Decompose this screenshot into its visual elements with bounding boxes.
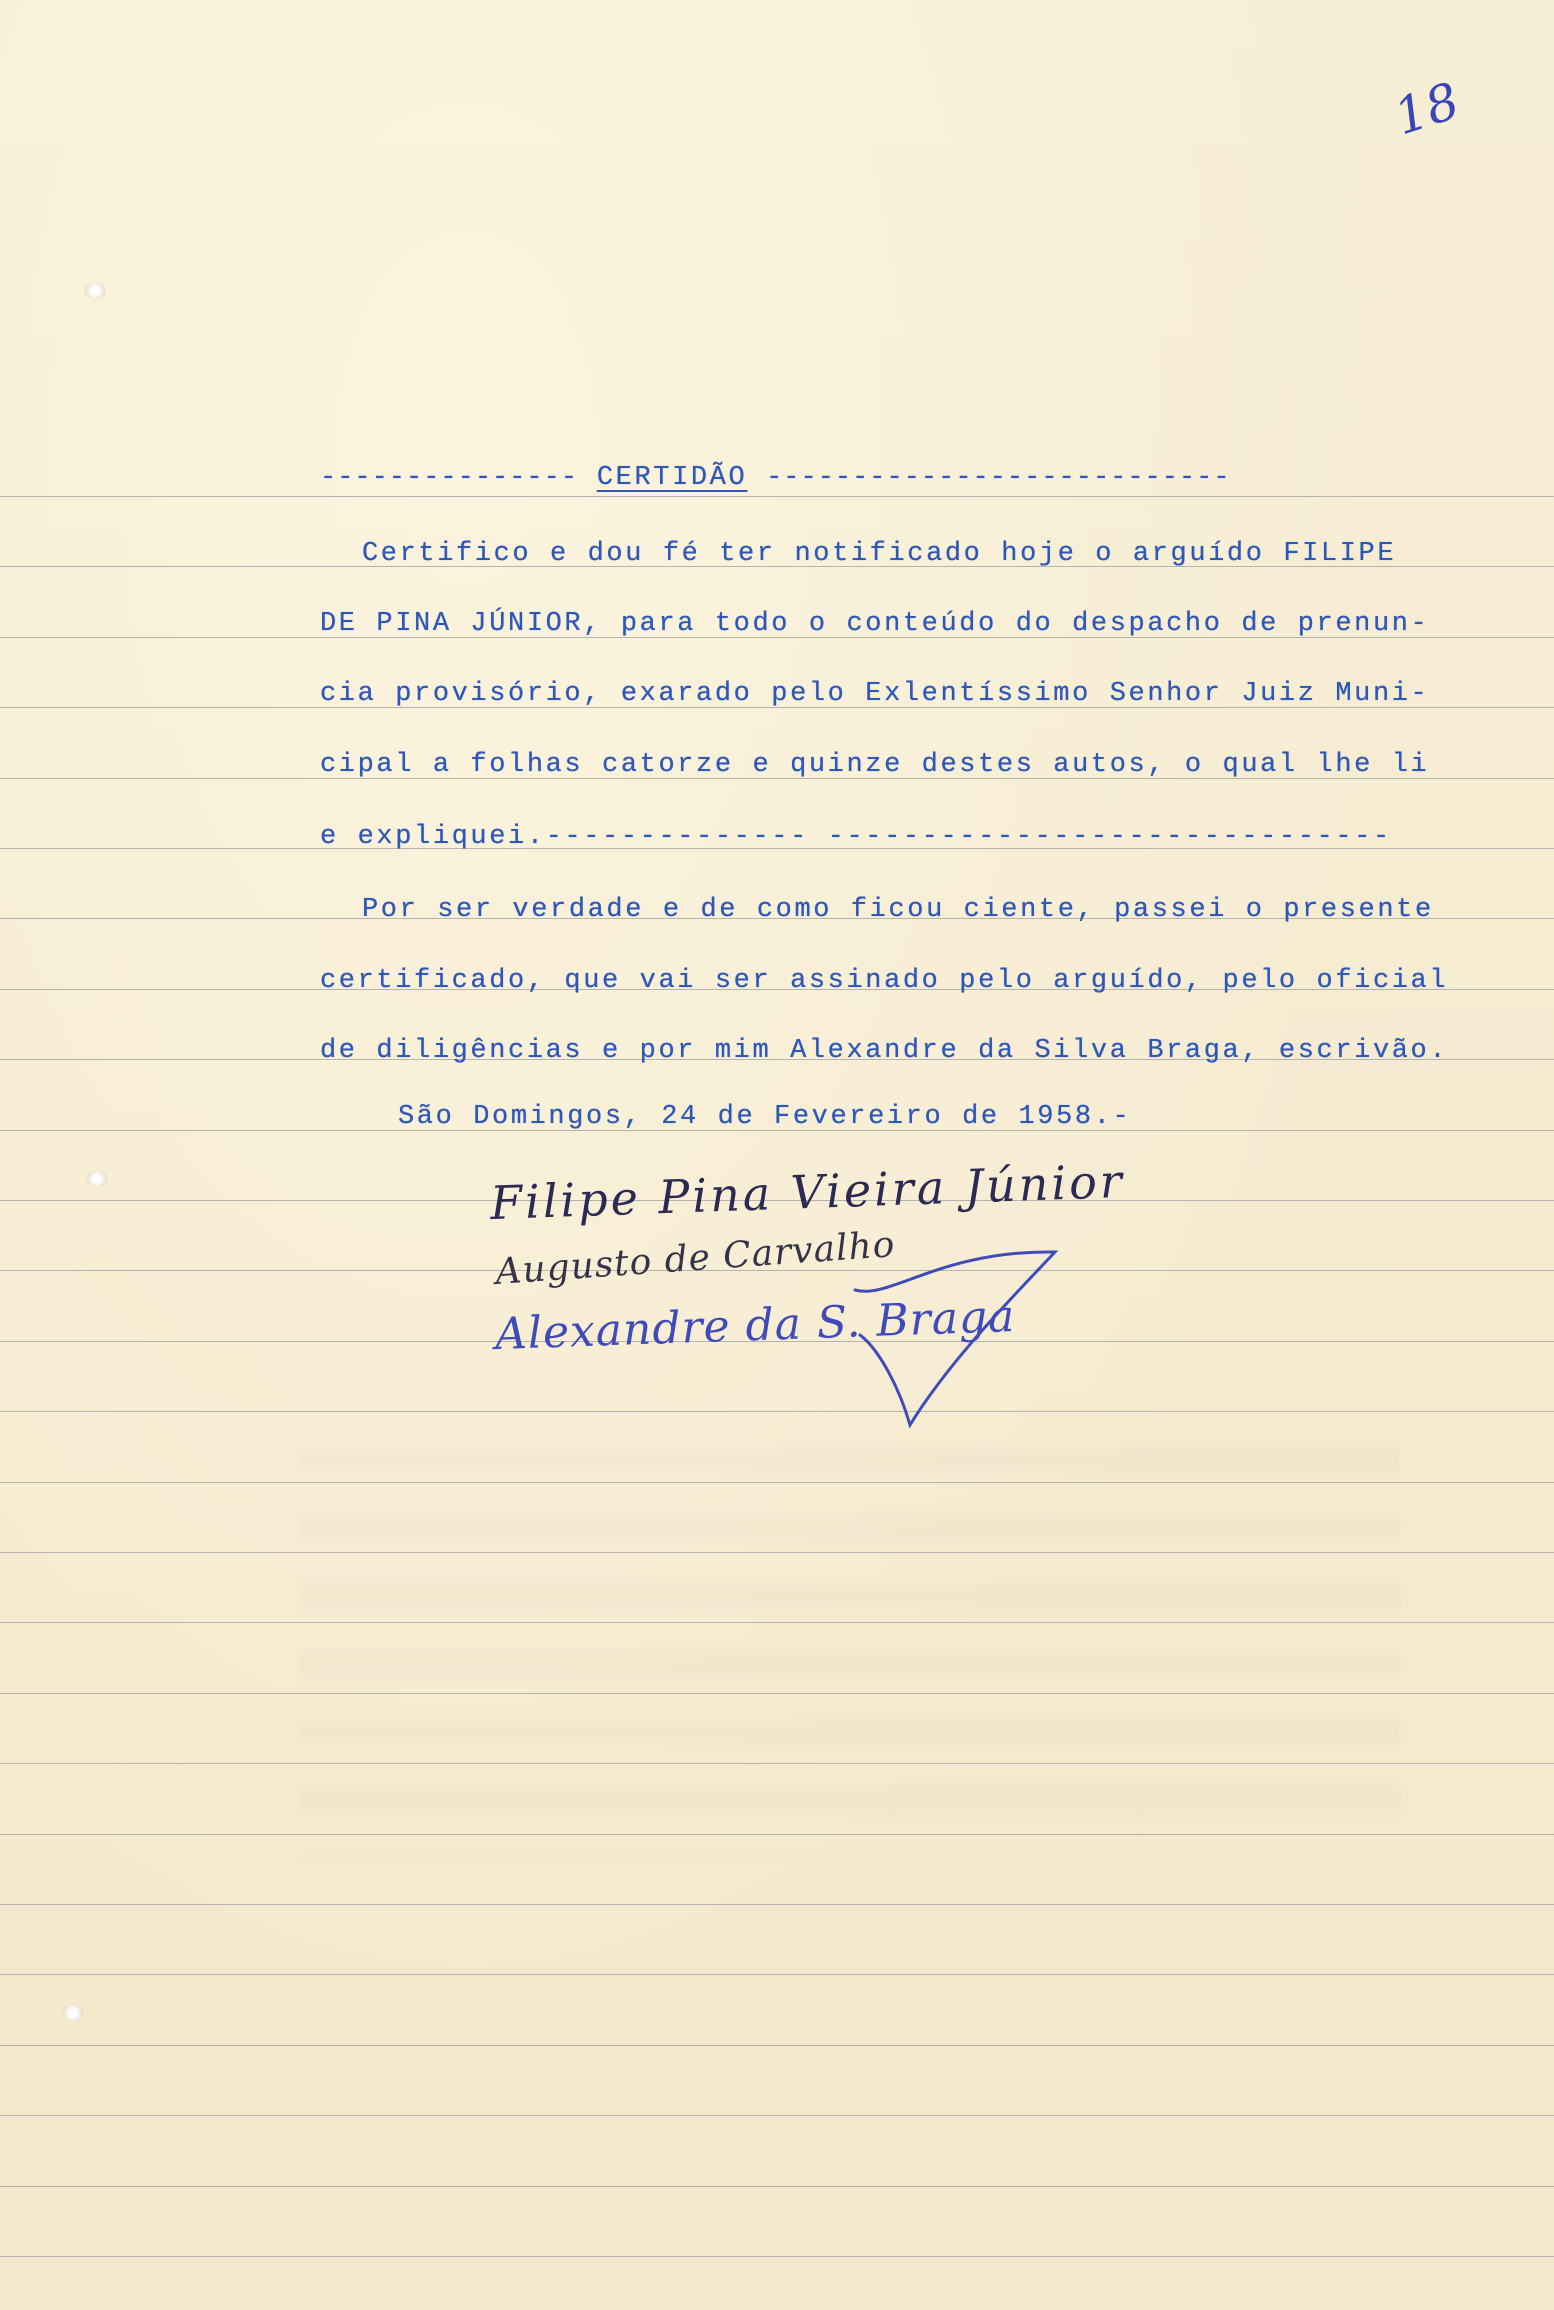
ruled-line (0, 2256, 1554, 2257)
ruled-line (0, 2186, 1554, 2187)
signature-officer: Augusto de Carvalho (494, 1224, 897, 1293)
ruled-line (0, 1904, 1554, 1905)
paragraph-2-line-1: Por ser verdade e de como ficou ciente, passei o presente (362, 895, 1434, 925)
paragraph-1-line-2: DE PINA JÚNIOR, para todo o conteúdo do despacho de prenun- (320, 609, 1430, 639)
paragraph-1-line-1: Certifico e dou fé ter notificado hoje o arguído FILIPE (362, 539, 1397, 569)
folio-number: 18 (1387, 71, 1467, 147)
ruled-line (0, 1974, 1554, 1975)
date-line: São Domingos, 24 de Fevereiro de 1958.- (398, 1102, 1132, 1132)
document-title-row (320, 463, 1231, 493)
document-title: CERTIDÃO (596, 463, 748, 493)
signature-flourish-icon (760, 1240, 1080, 1440)
punch-hole (62, 2005, 84, 2021)
bleed-through-text (300, 1440, 1400, 1860)
signature-clerk: Alexandre da S. Braga (494, 1290, 1017, 1361)
title-trailing-dashes: --------------------------- (766, 463, 1231, 493)
paragraph-1-line-3: cia provisório, exarado pelo Exlentíssimo Senhor Juiz Muni- (320, 679, 1430, 709)
punch-hole (84, 283, 106, 299)
paragraph-2-line-2: certificado, que vai ser assinado pelo arguído, pelo oficial (320, 966, 1449, 996)
signature-defendant: Filipe Pina Vieira Júnior (489, 1153, 1126, 1231)
ruled-line (0, 496, 1554, 497)
ruled-line (0, 2045, 1554, 2046)
paragraph-1-line-5: e expliquei.-------------- ------------------------------ (320, 822, 1392, 852)
ruled-line (0, 2115, 1554, 2116)
paragraph-2-line-3: de diligências e por mim Alexandre da Silva Braga, escrivão. (320, 1036, 1449, 1066)
title-leading-dashes: --------------- (320, 463, 579, 493)
paragraph-1-line-4: cipal a folhas catorze e quinze destes autos, o qual lhe li (320, 750, 1430, 780)
punch-hole (86, 1171, 108, 1187)
